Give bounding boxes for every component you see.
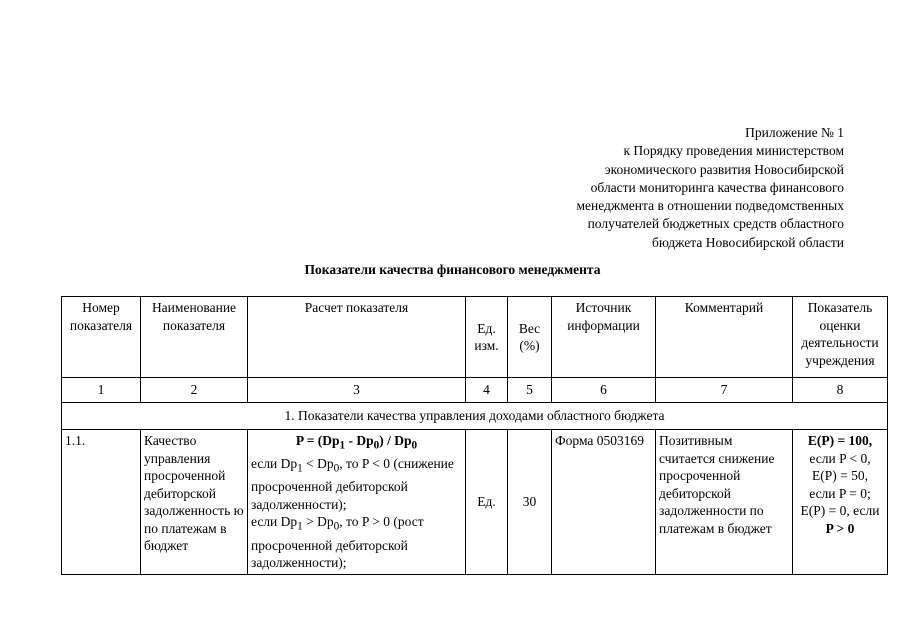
indicator-name: Качество управления просроченной дебиторской задолженность ю по платежам в бюджет	[141, 430, 248, 575]
table-row	[62, 430, 888, 575]
indicator-score	[793, 430, 888, 575]
score-value-3: E(P) = 0, если	[800, 503, 880, 518]
score-value-1: E(P) = 100,	[807, 433, 873, 448]
column-number: 4	[466, 378, 508, 403]
score-condition-3: P > 0	[825, 520, 855, 536]
indicator-weight: 30	[508, 430, 552, 575]
column-number: 6	[552, 378, 656, 403]
appendix-line: получателей бюджетных средств областного	[587, 216, 844, 232]
indicator-calculation	[248, 430, 466, 575]
header-cell: Источник информации	[552, 297, 656, 378]
header-cell: Показатель оценки деятельности учреждения	[793, 297, 888, 378]
indicator-unit: Ед.	[466, 430, 508, 575]
indicator-source: Форма 0503169	[552, 430, 656, 575]
section-title: 1. Показатели качества управления доходами областного бюджета	[62, 403, 888, 430]
document-title: Показатели качества финансового менеджмента	[304, 262, 601, 277]
appendix-line: к Порядку проведения министерством	[623, 143, 844, 159]
appendix-line: Приложение № 1	[745, 125, 844, 140]
indicators-table	[61, 296, 888, 575]
column-number: 8	[793, 378, 888, 403]
appendix-line: области мониторинга качества финансового	[590, 179, 844, 195]
column-number-row	[62, 378, 888, 403]
appendix-line: экономического развития Новосибирской	[604, 161, 844, 177]
formula-condition-2: если $Dp_1 > Dp_0$, то P > 0 (рост просроченной дебиторской задолженности);	[251, 514, 424, 571]
section-row	[62, 403, 888, 430]
column-number: 2	[141, 378, 248, 403]
score-condition-2: если P = 0;	[809, 485, 871, 501]
column-number: 7	[656, 378, 793, 403]
score-value-2: E(P) = 50,	[812, 468, 868, 483]
appendix-block	[504, 124, 844, 252]
header-cell: Комментарий	[656, 297, 793, 378]
column-number: 1	[62, 378, 141, 403]
indicator-comment: Позитивным считается снижение просроченной дебиторской задолженности по платежам в бюджет	[656, 430, 793, 575]
header-cell: Номер показателя	[62, 297, 141, 378]
indicator-number: 1.1.	[62, 430, 141, 575]
appendix-line: менеджмента в отношении подведомственных	[576, 198, 844, 214]
header-cell: Ед. изм.	[466, 297, 508, 378]
header-row	[62, 297, 888, 378]
formula-main: $P = (Dp_1 - Dp_0) / Dp_0$	[295, 433, 418, 452]
column-number: 5	[508, 378, 552, 403]
header-cell: Вес (%)	[508, 297, 552, 378]
appendix-line: бюджета Новосибирской области	[652, 234, 844, 250]
score-condition-1: если P < 0,	[809, 450, 871, 466]
formula-condition-1: если $Dp_1 < Dp_0$, то P < 0 (снижение просроченной дебиторской задолженности);	[251, 456, 454, 512]
column-number: 3	[248, 378, 466, 403]
header-cell: Наименование показателя	[141, 297, 248, 378]
header-cell: Расчет показателя	[248, 297, 466, 378]
